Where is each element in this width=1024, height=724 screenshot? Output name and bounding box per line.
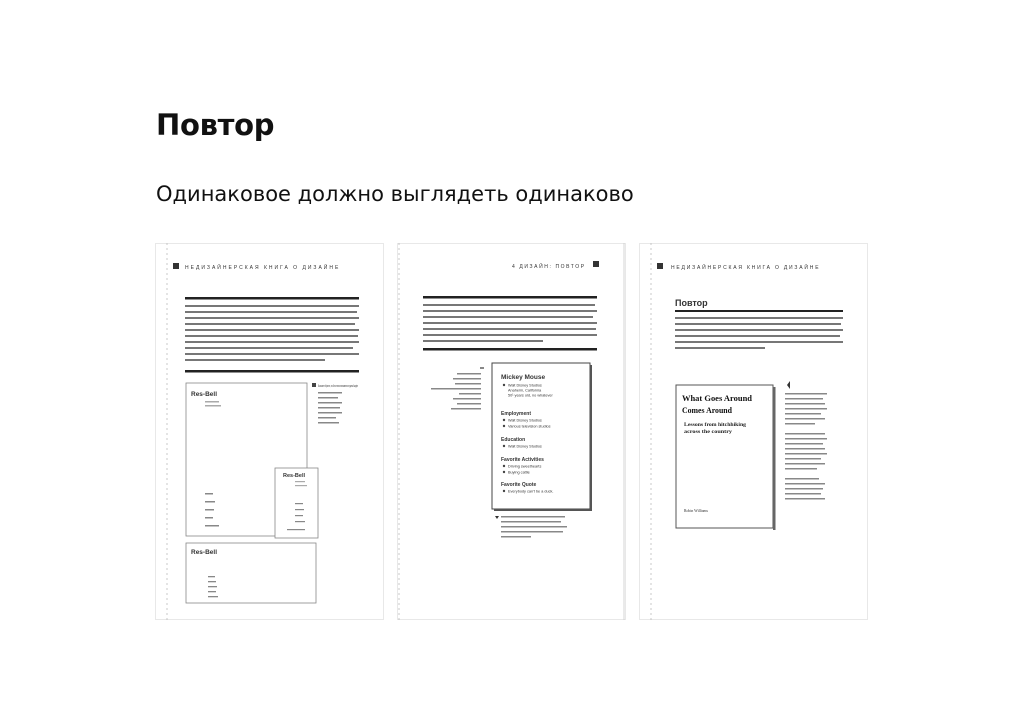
letterhead-logo-2: Res-Bell <box>283 473 306 479</box>
book-subtitle-line-2: across the country <box>684 430 733 435</box>
book-page-scan-1 <box>155 243 384 620</box>
resume-education-1: Walt Disney Studios <box>508 444 542 449</box>
page-1-sidenote: Вы можете обратить, что блок текста вписывается в единый шрифт <box>318 384 359 388</box>
resume-line-1: Walt Disney Studios <box>508 383 542 388</box>
letterhead-logo-3: Res-Bell <box>191 549 218 556</box>
resume-section-employment: Employment <box>501 411 532 417</box>
resume-employment-1: Walt Disney Studios <box>508 418 542 423</box>
slide-title: Повтор <box>156 108 275 142</box>
page-3-drawing <box>639 243 868 620</box>
book-page-scan-2 <box>397 243 626 620</box>
resume-section-activities: Favorite Activities <box>501 457 544 463</box>
book-page-scan-3 <box>639 243 868 620</box>
resume-section-education: Education <box>501 437 526 443</box>
book-title-line-1: What Goes Around <box>682 393 753 403</box>
resume-activity-1: Driving sweethearts <box>508 464 542 469</box>
resume-section-quote: Favorite Quote <box>501 482 537 488</box>
page-3-running-head: НЕДИЗАЙНЕРСКАЯ КНИГА О ДИЗАЙНЕ <box>671 265 821 271</box>
book-author: Robin Williams <box>684 509 708 513</box>
resume-activity-2: Buying cattle <box>508 470 530 475</box>
page-2-drawing <box>397 243 626 620</box>
page-2-running-head: 4 ДИЗАЙН: ПОВТОР <box>512 264 586 270</box>
resume-employment-2: Various television studios <box>508 424 551 429</box>
page-3-heading: Повтор <box>675 298 708 308</box>
page-1-running-head: НЕДИЗАЙНЕРСКАЯ КНИГА О ДИЗАЙНЕ <box>185 265 341 271</box>
resume-line-2: Anaheim, California <box>508 388 542 393</box>
book-title-line-2: Comes Around <box>682 405 733 415</box>
letterhead-logo-1: Res-Bell <box>191 391 218 398</box>
resume-name: Mickey Mouse <box>501 374 546 381</box>
page-1-drawing <box>155 243 384 620</box>
book-subtitle-line-1: Lessons from hitchhiking <box>684 423 747 428</box>
resume-quote-1: Everybody can't be a duck. <box>508 489 554 494</box>
slide-subtitle: Одинаковое должно выглядеть одинаково <box>156 182 634 206</box>
resume-line-3: 50¹ years old, no whatever <box>508 393 553 398</box>
